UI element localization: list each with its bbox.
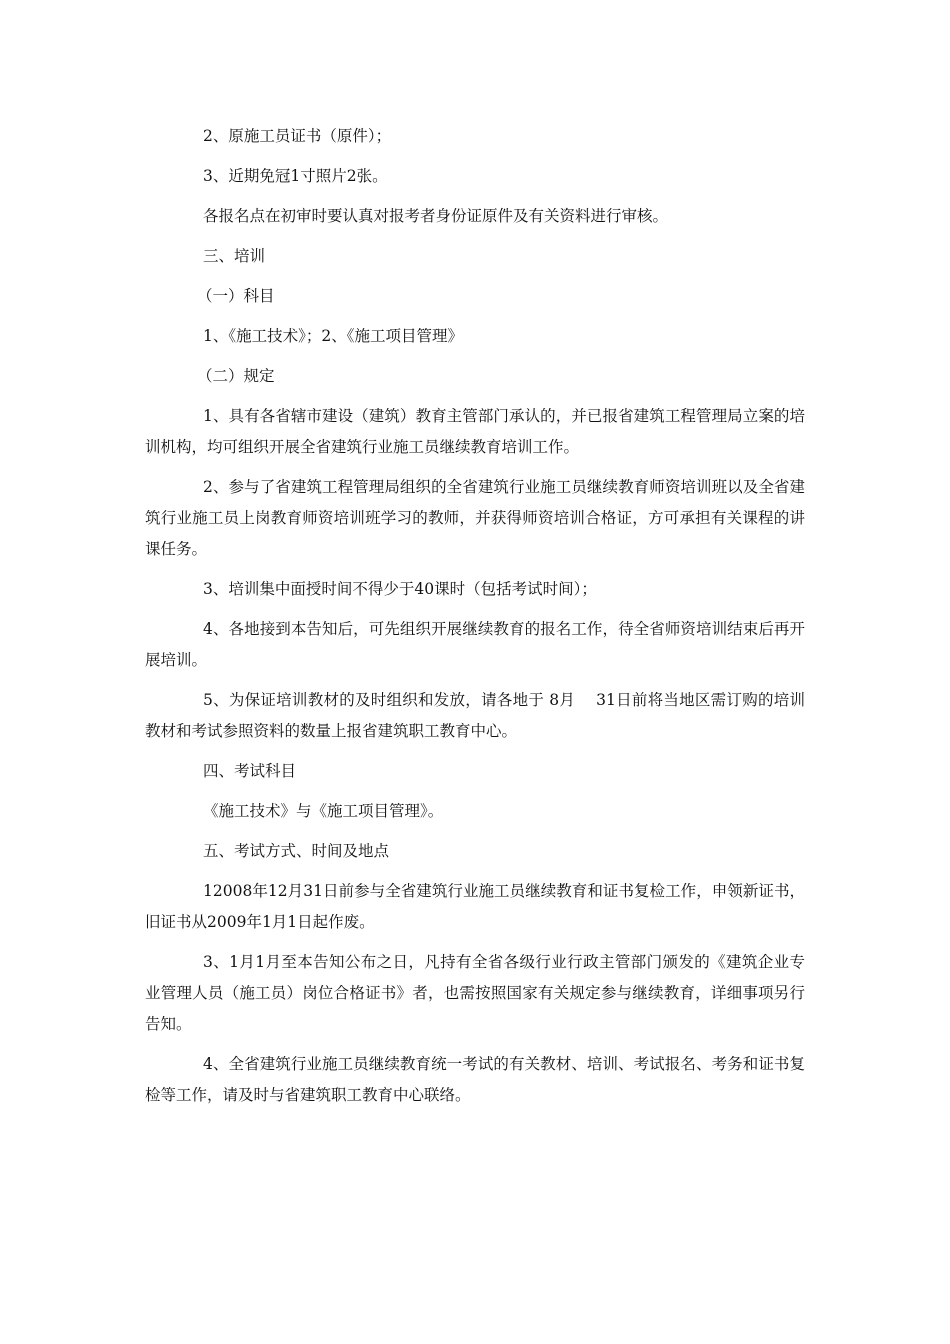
exam-certificate-holders-note: 3、1月1月至本告知公布之日，凡持有全省各级行业行政主管部门颁发的《建筑企业专业管理人员（施工员）岗位合格证书》者，也需按照国家有关规定参与继续教育，详细事项另行告知。 xyxy=(145,953,805,1033)
exam-subjects: 《施工技术》与《施工项目管理》。 xyxy=(203,802,444,820)
review-note: 各报名点在初审时要认真对报考者身份证原件及有关资料进行审核。 xyxy=(203,207,669,225)
rule-training-institutions: 1、具有各省辖市建设（建筑）教育主管部门承认的，并已报省建筑工程管理局立案的培训机构，均可组织开展全省建筑行业施工员继续教育培训工作。 xyxy=(145,407,805,456)
section-heading-exam-subjects: 四、考试科目 xyxy=(203,762,297,780)
rule-qualified-teachers: 2、参与了省建筑工程管理局组织的全省建筑行业施工员继续教育师资培训班以及全省建筑行业施工员上岗教育师资培训班学习的教师，并获得师资培训合格证，方可承担有关课程的讲课任务。 xyxy=(145,478,805,558)
rule-training-hours: 3、培训集中面授时间不得少于40课时（包括考试时间）； xyxy=(203,580,597,598)
document-body xyxy=(145,121,805,1117)
section-heading-training: 三、培训 xyxy=(203,247,266,265)
requirement-original-certificate: 2、原施工员证书（原件）； xyxy=(203,127,392,145)
subsection-heading-rules: （二）规定 xyxy=(197,367,275,385)
section-heading-exam-method: 五、考试方式、时间及地点 xyxy=(203,842,390,860)
exam-contact-note: 4、全省建筑行业施工员继续教育统一考试的有关教材、培训、考试报名、考务和证书复检等工作，请及时与省建筑职工教育中心联络。 xyxy=(145,1055,805,1104)
exam-deadline-note: 12008年12月31日前参与全省建筑行业施工员继续教育和证书复检工作，申领新证书，旧证书从2009年1月1日起作废。 xyxy=(145,882,805,931)
subsection-heading-subjects: （一）科目 xyxy=(197,287,275,305)
training-subjects: 1、《施工技术》；2、《施工项目管理》 xyxy=(203,327,463,345)
requirement-photos: 3、近期免冠1寸照片2张。 xyxy=(203,167,388,185)
rule-textbook-ordering: 5、为保证培训教材的及时组织和发放，请各地于 8月 31日前将当地区需订购的培训教材和考试参照资料的数量上报省建筑职工教育中心。 xyxy=(145,691,805,740)
rule-registration-first: 4、各地接到本告知后，可先组织开展继续教育的报名工作，待全省师资培训结束后再开展培训。 xyxy=(145,620,805,669)
